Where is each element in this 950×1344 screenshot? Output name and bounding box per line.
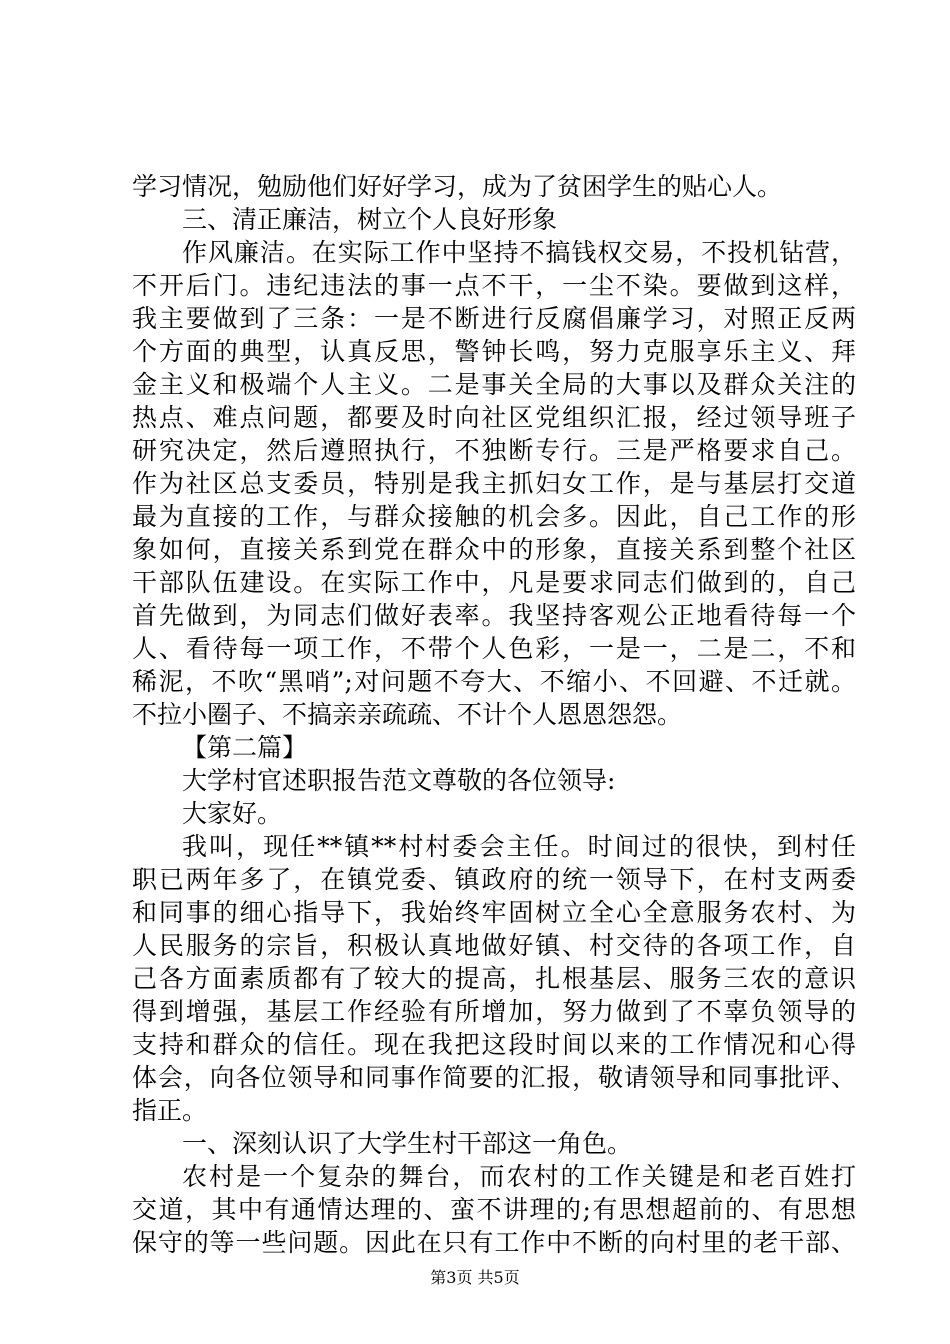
- text-line: 象如何，直接关系到党在群众中的形象，直接关系到整个社区: [132, 535, 856, 564]
- text-line: 作为社区总支委员，特别是我主抓妇女工作，是与基层打交道: [132, 469, 856, 498]
- text-line: 交道，其中有通情达理的、蛮不讲理的;有思想超前的、有思想: [132, 1195, 856, 1224]
- text-line: 体会，向各位领导和同事作简要的汇报，敬请领导和同事批评、: [132, 1063, 856, 1092]
- text-line: 【第二篇】: [182, 733, 308, 762]
- text-line: 不拉小圈子、不搞亲亲疏疏、不计个人恩恩怨怨。: [132, 700, 683, 729]
- text-line: 干部队伍建设。在实际工作中，凡是要求同志们做到的，自己: [132, 568, 856, 597]
- text-line: 职已两年多了，在镇党委、镇政府的统一领导下，在村支两委: [132, 865, 856, 894]
- text-line: 保守的等一些问题。因此在只有工作中不断的向村里的老干部、: [132, 1228, 856, 1257]
- text-line: 不开后门。违纪违法的事一点不干，一尘不染。要做到这样，: [132, 271, 856, 300]
- text-line: 得到增强，基层工作经验有所增加，努力做到了不辜负领导的: [132, 997, 856, 1026]
- text-line: 己各方面素质都有了较大的提高，扎根基层、服务三农的意识: [132, 964, 856, 993]
- text-line: 人民服务的宗旨，积极认真地做好镇、村交待的各项工作，自: [132, 931, 856, 960]
- text-line: 一、深刻认识了大学生村干部这一角色。: [182, 1129, 633, 1158]
- text-line: 大家好。: [182, 799, 283, 828]
- text-line: 大学村官述职报告范文尊敬的各位领导:: [182, 766, 616, 795]
- text-line: 研究决定，然后遵照执行，不独断专行。三是严格要求自己。: [132, 436, 856, 465]
- text-line: 支持和群众的信任。现在我把这段时间以来的工作情况和心得: [132, 1030, 856, 1059]
- page-footer: 第3页 共5页: [430, 1268, 520, 1287]
- text-line: 作风廉洁。在实际工作中坚持不搞钱权交易，不投机钻营，: [182, 238, 856, 267]
- text-line: 指正。: [132, 1096, 208, 1125]
- text-line: 首先做到，为同志们做好表率。我坚持客观公正地看待每一个: [132, 601, 856, 630]
- text-line: 最为直接的工作，与群众接触的机会多。因此，自己工作的形: [132, 502, 856, 531]
- text-line: 热点、难点问题，都要及时向社区党组织汇报，经过领导班子: [132, 403, 856, 432]
- text-line: 个方面的典型，认真反思，警钟长鸣，努力克服享乐主义、拜: [132, 337, 856, 366]
- text-line: 我主要做到了三条：一是不断进行反腐倡廉学习，对照正反两: [132, 304, 856, 333]
- text-line: 农村是一个复杂的舞台，而农村的工作关键是和老百姓打: [182, 1162, 856, 1191]
- text-line: 我叫，现任**镇**村村委会主任。时间过的很快，到村任: [182, 832, 856, 861]
- text-line: 金主义和极端个人主义。二是事关全局的大事以及群众关注的: [132, 370, 856, 399]
- text-line: 稀泥，不吹“黑哨”;对问题不夸大、不缩小、不回避、不迁就。: [132, 667, 856, 696]
- text-line: 人、看待每一项工作，不带个人色彩，一是一，二是二，不和: [132, 634, 856, 663]
- text-line: 三、清正廉洁，树立个人良好形象: [182, 205, 558, 234]
- document-body: [132, 170, 856, 1259]
- text-line: 和同事的细心指导下，我始终牢固树立全心全意服务农村、为: [132, 898, 856, 927]
- text-line: 学习情况，勉励他们好好学习，成为了贫困学生的贴心人。: [132, 172, 783, 201]
